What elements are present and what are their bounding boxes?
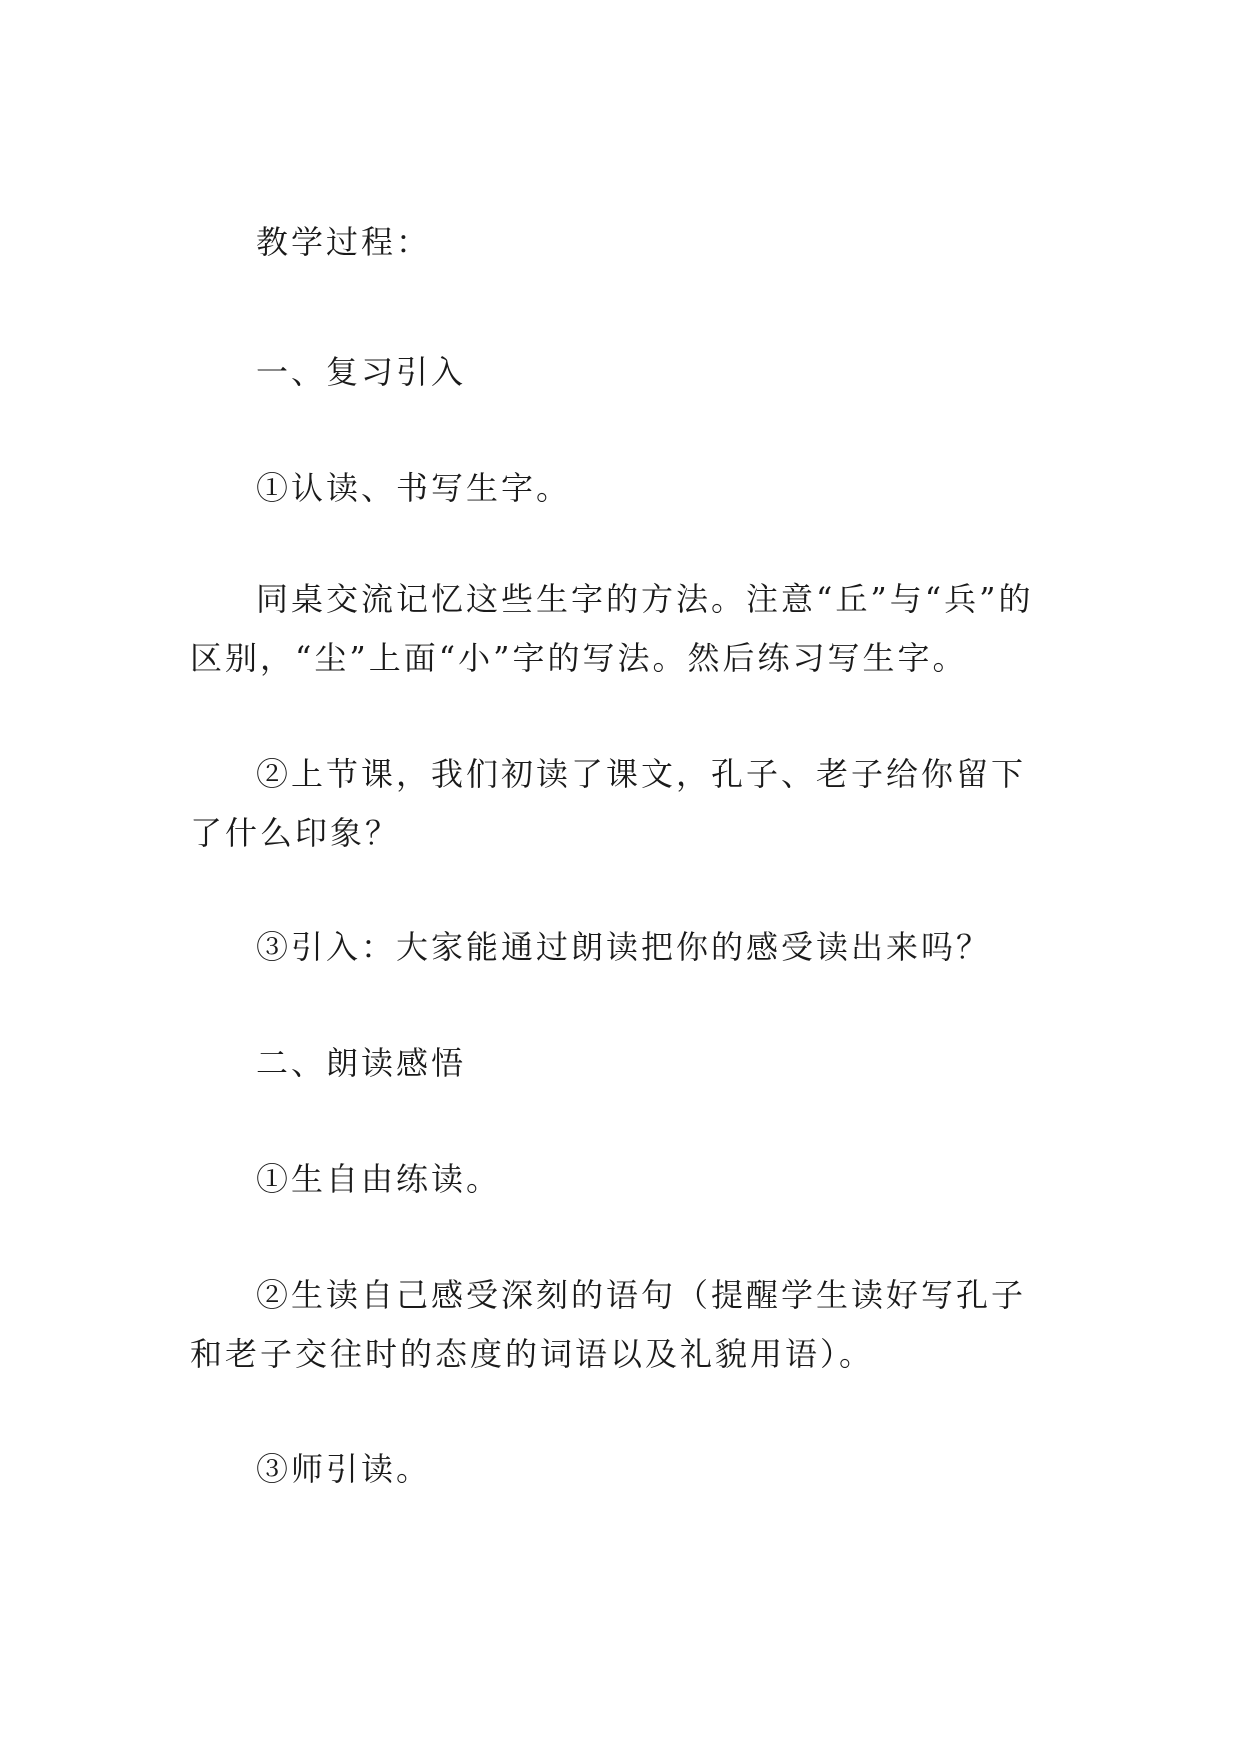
list-item: ②上节课，我们初读了课文，孔子、老子给你留下了什么印象？ [190,755,1027,852]
list-item: ①认读、书写生字。 [256,469,572,507]
list-item: ①生自由练读。 [256,1160,502,1198]
list-item: ③引入：大家能通过朗读把你的感受读出来吗？ [256,928,992,966]
list-item: ②生读自己感受深刻的语句（提醒学生读好写孔子和老子交往时的态度的词语以及礼貌用语）。 [190,1276,1027,1373]
section-heading-reading: 二、朗读感悟 [256,1044,467,1082]
list-item: ③师引读。 [256,1450,432,1488]
section-heading-review: 一、复习引入 [256,353,467,391]
section-heading-teaching-process: 教学过程： [256,223,432,261]
body-paragraph: 同桌交流记忆这些生字的方法。注意“丘”与“兵”的区别，“尘”上面“小”字的写法。然后练习写生字。 [190,580,1034,677]
